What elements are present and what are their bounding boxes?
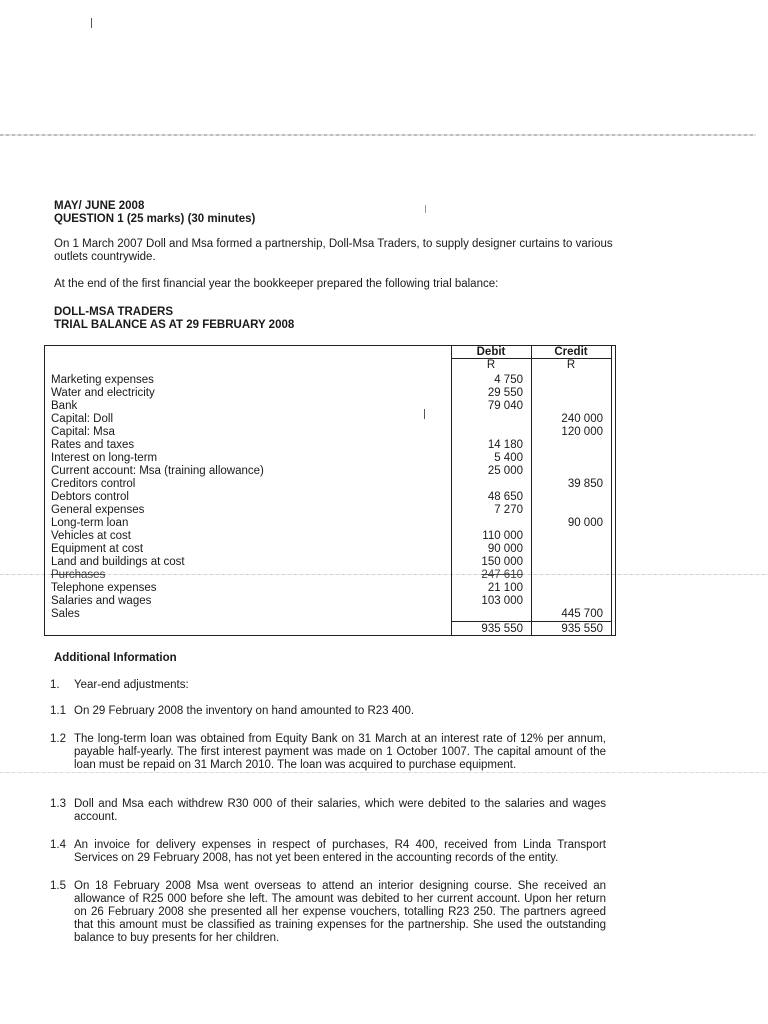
account-name: Debtors control	[51, 491, 129, 503]
item-number: 1.1	[50, 705, 66, 717]
credit-amount: 39 850	[567, 478, 603, 490]
account-name: Telephone expenses	[51, 582, 157, 594]
account-name: Purchases	[51, 569, 106, 581]
company-name: DOLL-MSA TRADERS	[54, 306, 174, 318]
table-row	[51, 491, 611, 504]
debit-amount: 4 750	[494, 374, 523, 386]
account-name: Land and buildings at cost	[51, 556, 185, 568]
table-row	[51, 439, 611, 452]
scan-speck	[91, 18, 92, 28]
credit-amount: 90 000	[567, 517, 603, 529]
item-number: 1.5	[50, 880, 66, 892]
intro-paragraph-2: At the end of the first financial year the bookkeeper prepared the following trial balance:	[54, 278, 499, 290]
debit-amount: 90 000	[487, 543, 523, 555]
credit-column-header: Credit	[554, 346, 588, 358]
debit-amount: 247 610	[481, 569, 523, 581]
trial-balance-table	[44, 345, 616, 636]
debit-amount: 110 000	[482, 530, 523, 542]
credit-amount: 240 000	[561, 413, 603, 425]
table-row	[51, 569, 611, 582]
item-number: 1.3	[50, 798, 66, 810]
debit-amount: 14 180	[487, 439, 523, 451]
account-name: Rates and taxes	[51, 439, 135, 451]
table-row	[51, 452, 611, 465]
debit-amount: 29 550	[487, 387, 523, 399]
account-name: Equipment at cost	[51, 543, 144, 555]
additional-info-heading: Additional Information	[54, 652, 177, 664]
item-text: On 18 February 2008 Msa went overseas to attend an interior designing course. She received an allowance of R25 000 before she left. The amount was debited to her current account. Upon her return on 26 February 2008 she presented all her expense vouchers, totalling R23 250. The partners agreed that this amount must be classified as training expenses for the partnership. She used the outstanding balance to buy presents for her children.	[74, 880, 606, 944]
item-text: Doll and Msa each withdrew R30 000 of their salaries, which were debited to the salaries and wages account.	[74, 798, 606, 823]
account-name: Water and electricity	[51, 387, 155, 399]
account-name: Bank	[51, 400, 78, 412]
table-row	[51, 465, 611, 478]
debit-amount: 7 270	[494, 504, 523, 516]
item-text: An invoice for delivery expenses in respect of purchases, R4 400, received from Linda Transport Services on 29 February 2008, has not yet been entered in the accounting records of the entity.	[74, 839, 606, 864]
item-text: The long-term loan was obtained from Equity Bank on 31 March at an interest rate of 12% per annum, payable half-yearly. The first interest payment was made on 1 October 1007. The capital amount of the loan must be repaid on 31 March 2010. The loan was acquired to purchase equipment.	[74, 733, 606, 771]
debit-amount: 21 100	[487, 582, 523, 594]
account-name: Salaries and wages	[51, 595, 152, 607]
table-row	[51, 582, 611, 595]
table-row	[51, 426, 611, 439]
debit-currency: R	[486, 359, 496, 371]
item-number: 1.4	[50, 839, 66, 851]
account-name: General expenses	[51, 504, 145, 516]
item-number: 1.2	[50, 733, 66, 745]
debit-amount: 150 000	[481, 556, 523, 568]
account-name: Long-term loan	[51, 517, 129, 529]
account-name: Vehicles at cost	[51, 530, 131, 542]
total-credit: 935 550	[561, 623, 603, 635]
scan-speck	[425, 205, 426, 213]
account-name: Interest on long-term	[51, 452, 158, 464]
debit-column-header: Debit	[476, 346, 506, 358]
intro-paragraph: On 1 March 2007 Doll and Msa formed a partnership, Doll-Msa Traders, to supply designer curtains to various outlets countrywide.	[54, 238, 613, 263]
account-name: Creditors control	[51, 478, 136, 490]
table-row	[51, 543, 611, 556]
table-row	[51, 530, 611, 543]
trial-balance-title: TRIAL BALANCE AS AT 29 FEBRUARY 2008	[54, 319, 295, 331]
debit-amount: 5 400	[494, 452, 523, 464]
exam-session-heading: MAY/ JUNE 2008	[54, 200, 145, 212]
table-row	[51, 517, 611, 530]
table-row	[51, 595, 611, 608]
debit-amount: 79 040	[487, 400, 523, 412]
total-debit: 935 550	[481, 623, 523, 635]
account-name: Capital: Doll	[51, 413, 113, 425]
totals-divider	[451, 621, 612, 622]
table-row	[51, 504, 611, 517]
item-number: 1.	[50, 679, 60, 691]
table-column-divider	[611, 345, 612, 636]
credit-currency: R	[566, 359, 576, 371]
table-row	[51, 478, 611, 491]
table-row	[51, 387, 611, 400]
table-row	[51, 400, 611, 413]
table-row	[51, 556, 611, 569]
table-row	[51, 374, 611, 387]
debit-amount: 103 000	[481, 595, 523, 607]
debit-amount: 25 000	[487, 465, 523, 477]
account-name: Capital: Msa	[51, 426, 115, 438]
credit-amount: 445 700	[561, 608, 603, 620]
scan-artifact-line	[0, 134, 756, 136]
table-row	[51, 608, 611, 621]
scan-artifact-line	[0, 772, 768, 773]
question-heading: QUESTION 1 (25 marks) (30 minutes)	[54, 213, 256, 225]
account-name: Sales	[51, 608, 80, 620]
account-name: Marketing expenses	[51, 374, 154, 386]
item-text: On 29 February 2008 the inventory on hand amounted to R23 400.	[74, 705, 415, 717]
credit-amount: 120 000	[561, 426, 603, 438]
table-row	[51, 413, 611, 426]
debit-amount: 48 650	[487, 491, 523, 503]
account-name: Current account: Msa (training allowance)	[51, 465, 264, 477]
item-text: Year-end adjustments:	[74, 679, 189, 691]
